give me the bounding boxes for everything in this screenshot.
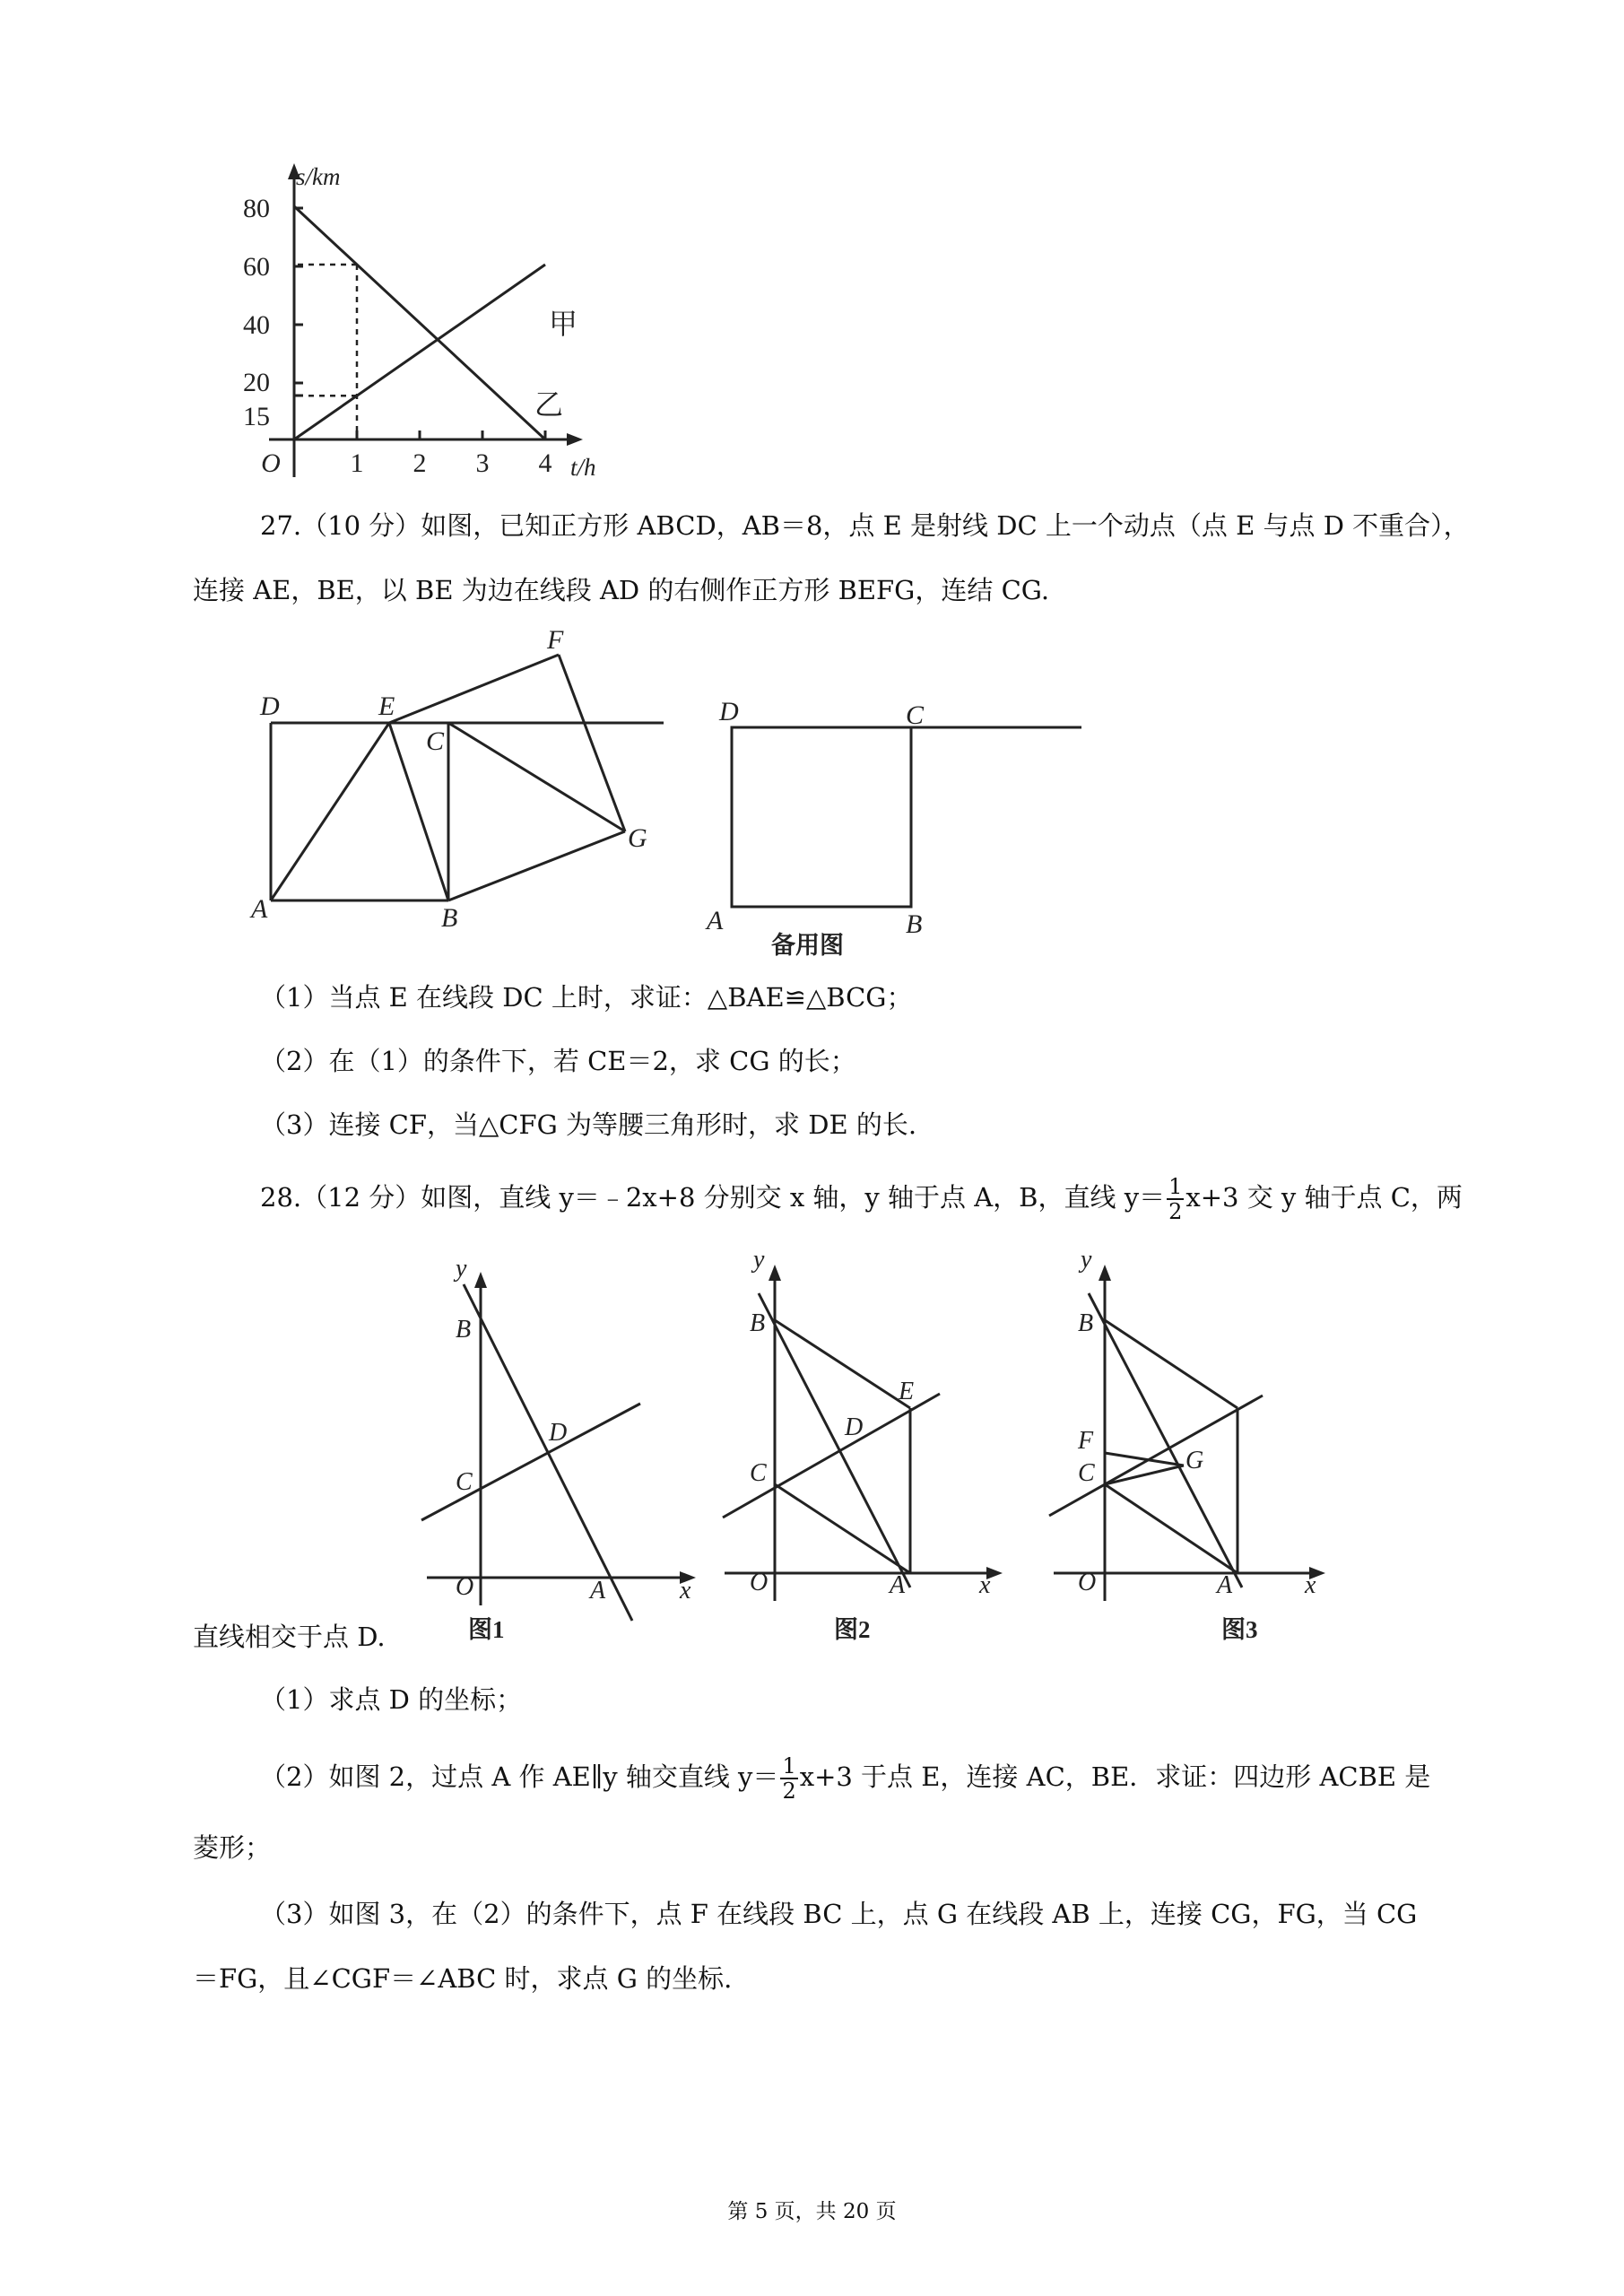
fig2-B-label: B: [750, 1309, 766, 1337]
fig2-A-label: A: [890, 1571, 906, 1599]
q28-sub2-fraction-den: 2: [782, 1779, 796, 1804]
x-tick-1: 1: [350, 448, 364, 478]
fig1-label-B: B: [441, 903, 458, 933]
fig2-label-C: C: [906, 700, 925, 730]
origin-label: O: [261, 448, 281, 478]
q28-sub2-line2: 菱形；: [193, 1832, 272, 1863]
fig3-O-label: O: [1078, 1569, 1097, 1596]
y-tick-60: 60: [243, 252, 270, 282]
fig1-y-label: y: [456, 1255, 467, 1283]
q28-stem-line1-a: 28.（12 分）如图，直线 y＝﹣2x+8 分别交 x 轴，y 轴于点 A，B，直线 y＝: [260, 1182, 1166, 1213]
q28-sub3-line1: （3）如图 3，在（2）的条件下，点 F 在线段 BC 上，点 G 在线段 AB 上，连接 CG，FG，当 CG: [260, 1899, 1418, 1929]
page-footer: 第 5 页，共 20 页: [727, 2200, 897, 2223]
series-label-jia: 甲: [549, 308, 578, 340]
series-label-yi: 乙: [534, 388, 564, 421]
y-tick-20: 20: [243, 368, 270, 397]
q28-sub2-fraction: [780, 1754, 797, 1803]
q28-fraction-den: 2: [1168, 1199, 1183, 1224]
q28-stem-line2: 直线相交于点 D.: [193, 1622, 386, 1652]
fig1-label-E: E: [378, 691, 395, 721]
fig1-caption: 图1: [468, 1616, 505, 1643]
fig1-label-G: G: [628, 823, 647, 853]
fig1-B-label: B: [456, 1316, 472, 1344]
fig2-x-label: x: [979, 1571, 991, 1599]
x-tick-4: 4: [538, 448, 552, 478]
fig1-label-F: F: [547, 625, 564, 655]
x-tick-3: 3: [475, 448, 490, 478]
fig3-F-label: F: [1078, 1427, 1094, 1455]
fig2-label-D: D: [719, 697, 739, 726]
q28-sub2-b: x+3 于点 E，连接 AC，BE．求证：四边形 ACBE 是: [799, 1761, 1431, 1792]
fig2-O-label: O: [750, 1569, 769, 1596]
fig2-label-A: A: [707, 906, 724, 935]
q28-sub1: （1）求点 D 的坐标；: [260, 1684, 523, 1715]
y-tick-40: 40: [243, 310, 270, 340]
y-tick-80: 80: [243, 194, 270, 223]
fig1-label-A: A: [251, 894, 268, 924]
q27-stem-line1: 27.（10 分）如图，已知正方形 ABCD，AB＝8，点 E 是射线 DC 上一个动点（点 E 与点 D 不重合），: [260, 510, 1470, 541]
fig2-E-label: E: [899, 1378, 915, 1405]
fig1-C-label: C: [456, 1468, 473, 1496]
q27-sub2: （2）在（1）的条件下，若 CE＝2，求 CG 的长；: [260, 1046, 856, 1076]
q27-sub1: （1）当点 E 在线段 DC 上时，求证：△BAE≌△BCG；: [260, 982, 913, 1013]
q28-sub2-fraction-num: 1: [782, 1753, 796, 1779]
fig2-D-label: D: [845, 1413, 864, 1441]
fig2-y-label: y: [753, 1246, 765, 1274]
q28-stem-line1-b: x+3 交 y 轴于点 C，两: [1185, 1182, 1463, 1213]
fig1-label-C: C: [426, 726, 445, 756]
y-tick-15: 15: [243, 402, 270, 431]
fig1-x-label: x: [680, 1577, 691, 1605]
q28-figure-captions: [468, 1616, 1258, 1643]
fig2-C-label: C: [750, 1459, 767, 1487]
fig2-caption: 图2: [834, 1616, 871, 1643]
fig3-B-label: B: [1078, 1309, 1094, 1337]
x-tick-2: 2: [413, 448, 427, 478]
y-axis-label: s/km: [296, 163, 341, 190]
fig3-G-label: G: [1185, 1447, 1204, 1474]
x-axis-label: t/h: [570, 454, 596, 481]
fig3-caption: 图3: [1221, 1616, 1258, 1643]
q28-sub2-a: （2）如图 2，过点 A 作 AE∥y 轴交直线 y＝: [260, 1761, 779, 1792]
fig1-label-D: D: [260, 691, 280, 721]
fig1-D-label: D: [549, 1419, 568, 1447]
fig2-label-B: B: [906, 909, 923, 939]
q28-sub3-line2: ＝FG，且∠CGF＝∠ABC 时，求点 G 的坐标.: [193, 1963, 733, 1994]
fig3-y-label: y: [1081, 1246, 1092, 1274]
fig1-O-label: O: [456, 1573, 474, 1601]
q28-fraction-num: 1: [1168, 1174, 1183, 1199]
fig3-C-label: C: [1078, 1459, 1095, 1487]
q27-stem-line2: 连接 AE，BE，以 BE 为边在线段 AD 的右侧作正方形 BEFG，连结 CG.: [193, 575, 1050, 605]
q28-sub2: [260, 1754, 1430, 1803]
fig1-A-label: A: [590, 1577, 606, 1605]
fig3-A-label: A: [1217, 1571, 1233, 1599]
q27-sub3: （3）连接 CF，当△CFG 为等腰三角形时，求 DE 的长.: [260, 1109, 917, 1140]
fig3-x-label: x: [1305, 1571, 1316, 1599]
spare-figure-caption: 备用图: [771, 932, 844, 959]
